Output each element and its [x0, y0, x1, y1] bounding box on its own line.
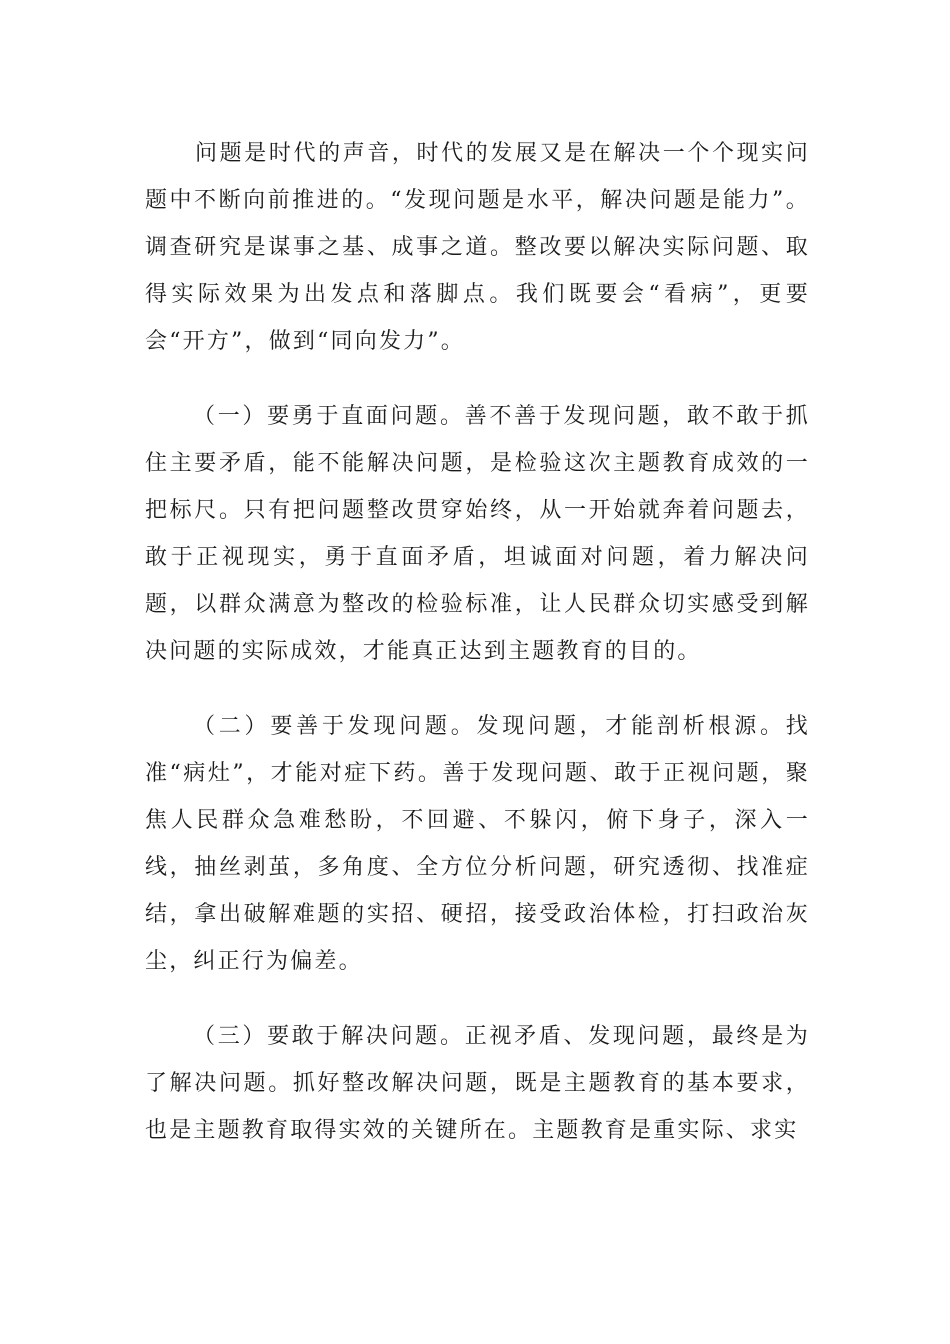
- paragraph-section-1: （一）要勇于直面问题。善不善于发现问题，敢不敢于抓住主要矛盾，能不能解决问题，是检验这次主题教育成效的一把标尺。只有把问题整改贯穿始终，从一开始就奔着问题去，敢于正视现实，勇于直面矛盾，坦诚面对问题，着力解决问题，以群众满意为整改的检验标准，让人民群众切实感受到解决问题的实际成效，才能真正达到主题教育的目的。: [145, 404, 810, 664]
- paragraph-section-3: （三）要敢于解决问题。正视矛盾、发现问题，最终是为了解决问题。抓好整改解决问题，既是主题教育的基本要求，也是主题教育取得实效的关键所在。主题教育是重实际、求实: [145, 1024, 810, 1143]
- document-body: [145, 130, 810, 1182]
- paragraph-section-2: （二）要善于发现问题。发现问题，才能剖析根源。找准“病灶”，才能对症下药。善于发现问题、敢于正视问题，聚焦人民群众急难愁盼，不回避、不躲闪，俯下身子，深入一线，抽丝剥茧，多角度、全方位分析问题，研究透彻、找准症结，拿出破解难题的实招、硬招，接受政治体检，打扫政治灰尘，纠正行为偏差。: [145, 714, 810, 974]
- paragraph-intro: 问题是时代的声音，时代的发展又是在解决一个个现实问题中不断向前推进的。“发现问题是水平，解决问题是能力”。调查研究是谋事之基、成事之道。整改要以解决实际问题、取得实际效果为出发点和落脚点。我们既要会“看病”，更要会“开方”，做到“同向发力”。: [145, 141, 810, 354]
